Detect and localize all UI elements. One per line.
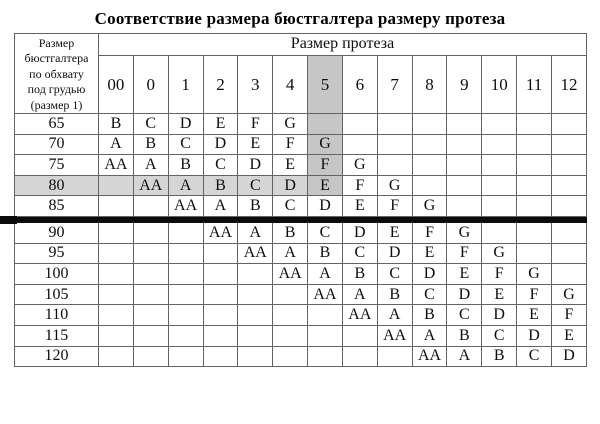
table-cell (203, 284, 238, 305)
table-cell (377, 134, 412, 155)
prosthesis-size-header: Размер протеза (99, 34, 587, 56)
table-cell (412, 155, 447, 176)
table-cell: AA (342, 305, 377, 326)
corner-header-line: (размер 1) (30, 97, 83, 112)
table-cell: F (482, 264, 517, 285)
table-cell: B (203, 175, 238, 196)
table-cell: D (238, 155, 273, 176)
column-header: 7 (377, 55, 412, 113)
table-cell (377, 155, 412, 176)
table-cell (133, 243, 168, 264)
table-cell: B (273, 223, 308, 244)
table-cell (517, 155, 552, 176)
table-cell (551, 155, 586, 176)
column-header: 9 (447, 55, 482, 113)
table-cell: D (342, 223, 377, 244)
table-cell: AA (273, 264, 308, 285)
table-row (15, 196, 587, 217)
table-cell (342, 325, 377, 346)
row-label: 115 (15, 325, 99, 346)
table-cell (308, 114, 343, 135)
table-cell (551, 196, 586, 217)
table-cell: C (308, 223, 343, 244)
table-cell: D (412, 264, 447, 285)
table-cell: C (133, 114, 168, 135)
table-row (15, 134, 587, 155)
table-cell: B (238, 196, 273, 217)
table-cell (551, 243, 586, 264)
corner-header-line: по обхвату (29, 66, 84, 81)
table-cell (238, 284, 273, 305)
table-cell: A (133, 155, 168, 176)
row-label: 95 (15, 243, 99, 264)
table-cell (99, 175, 134, 196)
column-header: 6 (342, 55, 377, 113)
table-cell (342, 134, 377, 155)
table-cell (412, 175, 447, 196)
table-cell: B (342, 264, 377, 285)
table-cell: F (273, 134, 308, 155)
column-header: 00 (99, 55, 134, 113)
table-cell (168, 223, 203, 244)
table-cell (447, 134, 482, 155)
table-cell: D (308, 196, 343, 217)
corner-header-line: Размер (38, 36, 75, 50)
row-label: 75 (15, 155, 99, 176)
table-cell (133, 305, 168, 326)
table-cell: E (203, 114, 238, 135)
table-cell (377, 114, 412, 135)
column-header: 10 (482, 55, 517, 113)
table-cell (447, 155, 482, 176)
table-cell: A (447, 346, 482, 367)
table-cell: A (168, 175, 203, 196)
table-row (15, 175, 587, 196)
table-cell: A (308, 264, 343, 285)
table-cell (133, 325, 168, 346)
table-row (15, 346, 587, 367)
table-cell: B (447, 325, 482, 346)
table-cell (99, 196, 134, 217)
column-header: 12 (551, 55, 586, 113)
column-header: 2 (203, 55, 238, 113)
table-cell: G (377, 175, 412, 196)
table-cell (342, 114, 377, 135)
table-cell (238, 264, 273, 285)
column-header: 0 (133, 55, 168, 113)
table-cell (482, 223, 517, 244)
table-cell: D (447, 284, 482, 305)
table-cell (273, 284, 308, 305)
row-label: 105 (15, 284, 99, 305)
table-row (15, 305, 587, 326)
table-cell: E (273, 155, 308, 176)
table-cell: F (377, 196, 412, 217)
page-title: Соответствие размера бюстгалтера размеру протеза (94, 9, 506, 28)
table-cell: F (238, 114, 273, 135)
table-cell: AA (133, 175, 168, 196)
row-label: 110 (15, 305, 99, 326)
table-cell (308, 325, 343, 346)
table-cell (308, 346, 343, 367)
table-cell: B (482, 346, 517, 367)
table-cell (133, 264, 168, 285)
row-label: 120 (15, 346, 99, 367)
table-cell (517, 243, 552, 264)
table-cell (412, 114, 447, 135)
column-header: 8 (412, 55, 447, 113)
table-cell (482, 155, 517, 176)
table-cell (99, 264, 134, 285)
table-cell: A (412, 325, 447, 346)
table-cell: G (273, 114, 308, 135)
table-cell (482, 134, 517, 155)
table-cell: D (168, 114, 203, 135)
table-cell (133, 346, 168, 367)
table-row (15, 155, 587, 176)
table-cell (99, 346, 134, 367)
table-cell: F (517, 284, 552, 305)
table-cell: C (273, 196, 308, 217)
corner-header-line: бюстгалтера (24, 51, 89, 66)
column-header: 4 (273, 55, 308, 113)
table-cell: E (308, 175, 343, 196)
row-label: 100 (15, 264, 99, 285)
table-cell (517, 134, 552, 155)
table-cell (447, 114, 482, 135)
table-cell: B (168, 155, 203, 176)
table-cell: D (517, 325, 552, 346)
table-cell: G (482, 243, 517, 264)
table-cell: B (377, 284, 412, 305)
table-cell (308, 305, 343, 326)
table-cell (99, 243, 134, 264)
table-cell: C (517, 346, 552, 367)
corner-header-line: под грудью (27, 82, 86, 97)
table-cell: D (203, 134, 238, 155)
column-header: 1 (168, 55, 203, 113)
table-cell (551, 134, 586, 155)
table-cell: G (517, 264, 552, 285)
table-cell (482, 196, 517, 217)
table-cell (238, 305, 273, 326)
table-cell: A (342, 284, 377, 305)
table-cell: AA (308, 284, 343, 305)
table-cell (99, 325, 134, 346)
table-cell (168, 325, 203, 346)
table-cell: C (377, 264, 412, 285)
table-cell (342, 346, 377, 367)
table-cell (133, 223, 168, 244)
row-label: 80 (15, 175, 99, 196)
table-cell: E (342, 196, 377, 217)
table-cell: C (342, 243, 377, 264)
table-cell: D (273, 175, 308, 196)
table-cell: A (203, 196, 238, 217)
table-cell (203, 243, 238, 264)
table-cell: G (308, 134, 343, 155)
table-row (15, 284, 587, 305)
table-cell (168, 284, 203, 305)
table-cell (412, 134, 447, 155)
table-cell: E (447, 264, 482, 285)
table-cell (273, 305, 308, 326)
table-cell: C (203, 155, 238, 176)
table-cell: B (133, 134, 168, 155)
row-label: 85 (15, 196, 99, 217)
table-cell (273, 325, 308, 346)
table-cell (99, 284, 134, 305)
table-row (15, 243, 587, 264)
table-cell: C (412, 284, 447, 305)
table-cell: B (99, 114, 134, 135)
table-row (15, 223, 587, 244)
table-cell (99, 305, 134, 326)
table-cell (517, 196, 552, 217)
table-cell: AA (377, 325, 412, 346)
table-cell (168, 305, 203, 326)
column-header: 5 (308, 55, 343, 113)
table-cell: F (412, 223, 447, 244)
table-cell: E (482, 284, 517, 305)
table-cell: C (238, 175, 273, 196)
table-cell: AA (412, 346, 447, 367)
row-label: 65 (15, 114, 99, 135)
corner-header (15, 34, 99, 114)
table-cell: A (273, 243, 308, 264)
table-row (15, 114, 587, 135)
table-cell: F (308, 155, 343, 176)
table-cell: F (447, 243, 482, 264)
table-cell: G (342, 155, 377, 176)
table-cell (551, 175, 586, 196)
table-cell (482, 114, 517, 135)
table-cell: A (99, 134, 134, 155)
table-cell (447, 196, 482, 217)
table-cell (447, 175, 482, 196)
table-row (15, 264, 587, 285)
table-cell: B (308, 243, 343, 264)
table-cell: AA (238, 243, 273, 264)
column-header: 11 (517, 55, 552, 113)
table-cell (133, 284, 168, 305)
table-cell (168, 346, 203, 367)
table-cell (168, 243, 203, 264)
table-cell: A (238, 223, 273, 244)
table-cell: B (412, 305, 447, 326)
table-cell (238, 346, 273, 367)
row-label: 70 (15, 134, 99, 155)
table-cell: D (482, 305, 517, 326)
table-cell: F (551, 305, 586, 326)
column-header: 3 (238, 55, 273, 113)
table-cell: G (412, 196, 447, 217)
table-cell (168, 264, 203, 285)
table-cell (551, 114, 586, 135)
table-cell: D (551, 346, 586, 367)
table-cell: A (377, 305, 412, 326)
table-cell (517, 175, 552, 196)
table-cell (238, 325, 273, 346)
table-row (15, 325, 587, 346)
table-cell: E (412, 243, 447, 264)
table-cell: C (447, 305, 482, 326)
table-cell: AA (168, 196, 203, 217)
table-cell: E (551, 325, 586, 346)
table-cell (273, 346, 308, 367)
table-cell (133, 196, 168, 217)
table-cell (551, 223, 586, 244)
table-cell: AA (203, 223, 238, 244)
row-label: 90 (15, 223, 99, 244)
table-cell: D (377, 243, 412, 264)
table-cell: AA (99, 155, 134, 176)
table-cell (517, 114, 552, 135)
size-table (14, 33, 587, 367)
table-cell: F (342, 175, 377, 196)
table-cell (203, 264, 238, 285)
table-cell: G (447, 223, 482, 244)
table-cell: C (482, 325, 517, 346)
divider-band-stub (0, 216, 17, 224)
table-cell (377, 346, 412, 367)
table-cell: E (377, 223, 412, 244)
table-cell: E (238, 134, 273, 155)
table-cell: G (551, 284, 586, 305)
table-cell: C (168, 134, 203, 155)
table-cell (551, 264, 586, 285)
table-cell (482, 175, 517, 196)
table-cell: E (517, 305, 552, 326)
table-cell (203, 305, 238, 326)
table-cell (99, 223, 134, 244)
table-cell (203, 346, 238, 367)
table-cell (517, 223, 552, 244)
table-cell (203, 325, 238, 346)
